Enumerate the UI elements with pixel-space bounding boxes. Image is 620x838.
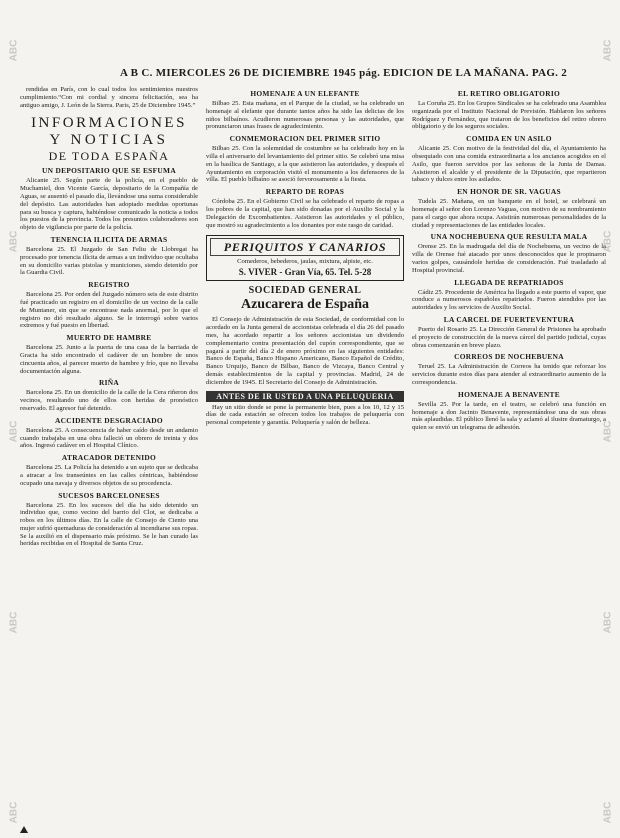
ad-title: PERIQUITOS Y CANARIOS	[210, 238, 400, 256]
article-title: ACCIDENTE DESGRACIADO	[55, 415, 163, 425]
triangle-marker-icon	[20, 826, 28, 833]
article-body: Tudela 25. Mañana, en un banquete en el hotel, se celebrará un homenaje al señor don Lorenzo Vaguas, con motivo de su nombramiento para el cargo que ahora ocupa. Asistirán numerosas personalidades de la ciudad y representaciones de las entidades locales.	[412, 198, 606, 229]
hair-salon-advertisement-title: ANTES DE IR USTED A UNA PELUQUERIA	[206, 391, 404, 402]
article-title: REGISTRO	[88, 280, 130, 290]
page-header: A B C. MIERCOLES 26 DE DICIEMBRE 1945 pág. EDICION DE LA MAÑANA. PAG. 2	[120, 67, 568, 79]
article-title: COMIDA EN UN ASILO	[466, 134, 552, 144]
article-body: Cádiz 25. Procedente de América ha llegado a este puerto el vapor, que conduce a numerosos españoles repatriados. Fueron atendidos por las autoridades y los servicios de Auxilio Social.	[412, 288, 606, 312]
article-body: Córdoba 25. En el Gobierno Civil se ha celebrado el reparto de ropas a los pobres de la capital, que han sido donadas por el Auxilio Social y la Delegación de Excombatientes. Asistieron las autoridades y el público, que mostró su agradecimiento a los donantes por este rasgo de caridad.	[206, 198, 404, 229]
section-heading-espana: DE TODA ESPAÑA	[48, 149, 170, 164]
column-2	[206, 86, 404, 824]
article-body: Alicante 25. Con motivo de la festividad del día, el Ayuntamiento ha obsequiado con una comida extraordinaria a los ancianos acogidos en el Asilo, que fueron servidos por las señoras de la Junta de Damas. Asistieron el alcalde y el presidente de la Diputación, que repartieron tabaco y dulces entre los asilados.	[412, 145, 606, 184]
ad-subtitle: Comederos, bebederos, jaulas, mixtura, alpiste, etc.	[237, 258, 373, 266]
column-1	[20, 86, 198, 824]
article-body: Puerto del Rosario 25. La Dirección General de Prisiones ha aprobado el proyecto de construcción de la nueva cárcel del partido judicial, cuyas obras comenzarán en breve plazo.	[412, 325, 606, 349]
article-title: RIÑA	[98, 378, 120, 388]
article-title: HOMENAJE A UN ELEFANTE	[250, 89, 360, 98]
watermark-right: ABC ABC ABC ABC ABC	[602, 39, 614, 824]
hair-salon-advertisement-body: Hay un sitio donde se pone la permanente bien, pues a los 10, 12 y 15 días de cada estación se ofrecen todos los trabajos de peluquería con personal competente y garantía. Peluquería y salón de belleza.	[206, 403, 404, 427]
article-title: TENENCIA ILICITA DE ARMAS	[50, 234, 168, 244]
article-title: LA CARCEL DE FUERTEVENTURA	[443, 314, 575, 324]
article-body: Orense 25. En la madrugada del día de Nochebuena, un vecino de la villa de Orense fué atacado por unos desconocidos que le propinaron varios golpes, causándole heridas de consideración. Fué trasladado al Hospital provincial.	[412, 243, 606, 274]
article-body: Barcelona 25. Por orden del Juzgado número seis de este distrito fué practicado un registro en el domicilio de un vecino de la calle de Muntaner, sin que se encontrase nada anormal, por lo que el registro no dió resultado alguno. Se le interrogó sobre varios extremos y fué puesto en libertad.	[20, 291, 198, 330]
article-title: LLEGADA DE REPATRIADOS	[454, 277, 564, 287]
article-body: Barcelona 25. Junto a la puerta de una casa de la barriada de Gracia ha sido encontrado el cadáver de un hombre de unos cincuenta años, al parecer muerto de hambre y frío, que no llevaba documentación alguna.	[20, 344, 198, 375]
article-body: Teruel 25. La Administración de Correos ha tenido que reforzar los servicios durante estos días para atender al extraordinario aumento de la correspondencia.	[412, 363, 606, 386]
article-title: ATRACADOR DETENIDO	[61, 453, 157, 463]
article-title: CONMEMORACION DEL PRIMER SITIO	[229, 134, 381, 144]
section-heading-noticias: Y NOTICIAS	[49, 132, 169, 149]
article-body: Barcelona 25. La Policía ha detenido a un sujeto que se dedicaba a atracar a los transeúntes en las calles céntricas, habiéndose ocupado una navaja y diversos objetos de su procedencia.	[20, 464, 198, 487]
article-title: CORREOS DE NOCHEBUENA	[454, 352, 564, 362]
society-title: SOCIEDAD GENERAL	[248, 285, 362, 297]
article-body: Bilbao 25. Con la solemnidad de costumbre se ha celebrado hoy en la villa el aniversario del levantamiento del primer sitio. Se celebró una misa en la basílica de Santiago, a la que asistieron las autoridades, y después el Ayuntamiento en corporación visitó el monumento a los defensores de la villa. El pueblo bilbaíno se asoció fervorosamente a la fiesta.	[206, 145, 404, 184]
article-title: REPARTO DE ROPAS	[265, 187, 345, 197]
pet-shop-advertisement	[206, 235, 404, 281]
article-title: EN HONOR DE SR. VAGUAS	[457, 187, 561, 197]
article-title: EL RETIRO OBLIGATORIO	[457, 89, 561, 98]
article-title: UNA NOCHEBUENA QUE RESULTA MALA	[430, 232, 588, 242]
society-notice: El Consejo de Administración de esta Sociedad, de conformidad con lo acordado en la Junta general de accionistas celebrada el día 26 del pasado mes, ha acordado repartir a los señores accionistas un dividendo complementario contra presentación del cupón correspondiente, que se pagará a partir del día 2 de enero próximo en las siguientes entidades: Banco de España, Banco Hispano Americano, Banco Español de Crédito, Banco Urquijo, Banco de Bilbao, Banco de Vizcaya, Banco Central y demás establecimientos de la capital y provincias. Madrid, 24 de diciembre de 1945. El Secretario del Consejo de Administración.	[206, 316, 404, 386]
section-heading-informaciones: INFORMACIONES	[31, 115, 187, 132]
article-title: MUERTO DE HAMBRE	[66, 333, 152, 343]
article-body: Bilbao 25. Esta mañana, en el Parque de la ciudad, se ha celebrado un homenaje al elefante que durante tantos años ha sido las delicias de los niños bilbaínos. Acudieron numerosas personas y las autoridades, que pronunciaron unas frases de agradecimiento.	[206, 100, 404, 131]
article-body: Barcelona 25. En un domicilio de la calle de la Cera riñeron dos vecinos, resultando uno de ellos con heridas de pronóstico reservado. El agresor fué detenido.	[20, 389, 198, 412]
article-body: Sevilla 25. Por la tarde, en el teatro, se celebró una función en homenaje a don Jacinto Benavente, representándose una de sus obras más aplaudidas. El público llenó la sala y aclamó al ilustre dramaturgo, a quien se envió un telegrama de adhesión.	[412, 400, 606, 432]
article-title: UN DEPOSITARIO QUE SE ESFUMA	[42, 166, 176, 176]
article-body: Barcelona 25. En los sucesos del día ha sido detenido un individuo que, como vecino del barrio del Clot, se dedicaba a robos en los últimos días. En la calle de Consejo de Ciento una mujer sufrió quemaduras de consideración al incendiarse sus ropas. Se la auxilió en el dispensario más próximo. Se le han curado las heridas recibidas en el Hospital de Santa Cruz.	[20, 501, 198, 548]
article-title: HOMENAJE A BENAVENTE	[458, 389, 560, 399]
society-name: Azucarera de España	[240, 297, 370, 313]
article-body: Barcelona 25. El Juzgado de San Feliu de Llobregat ha procesado por tenencia ilícita de armas a un individuo que ocultaba en su domicilio varias pistolas y municiones, siendo detenido por la Guardia Civil.	[20, 245, 198, 277]
ad-address: S. VIVER - Gran Vía, 65. Tel. 5-28	[238, 267, 372, 278]
column-3	[412, 86, 606, 824]
watermark-left: ABC ABC ABC ABC ABC	[8, 39, 20, 824]
intro-paragraph: rendidas en París, con lo cual todos los sentimientos nuestros cumplimiento.“Con mi cordial y sincera felicitación, sea ha antiguo amigo, J. León de la Sierra. Paris, 25 de Diciembre 1945.”	[20, 86, 198, 109]
article-body: Alicante 25. Según parte de la policía, en el pueblo de Muchamiel, don Vicente García, depositario de la Compañía de Aguas, se ausentó el pasado día, llevándose una suma considerable del depósito. Las autoridades han adoptado medidas oportunas para su busca y captura, habiéndose comunicado la noticia a todos los puestos de la provincia. Todos los presuntos colaboradores son objeto de vigilancia por parte de la policía.	[20, 177, 198, 232]
article-body: Barcelona 25. A consecuencia de haber caído desde un andamio cuando trabajaba en una obra falleció un obrero de treinta y dos años. Ingresó cadáver en el Hospital Clínico.	[20, 426, 198, 450]
article-body: La Coruña 25. En los Grupos Sindicales se ha celebrado una Asamblea organizada por el Instituto Nacional de Previsión. Hablaron los señores Rodríguez y Fernández, que trataron de los beneficios del retiro obrero obligatorio y de los seguros sociales.	[412, 100, 606, 131]
article-title: SUCESOS BARCELONESES	[58, 490, 160, 500]
